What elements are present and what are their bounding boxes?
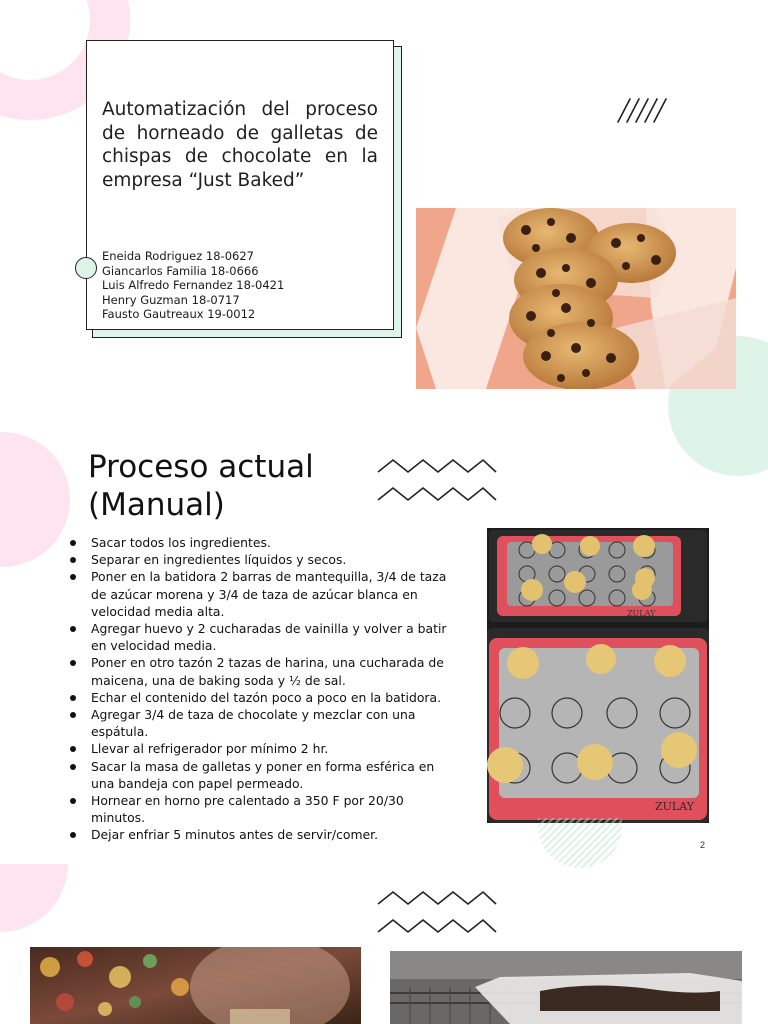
cookies-basket-photo (416, 208, 736, 389)
list-item: Poner en la batidora 2 barras de mantequilla, 3/4 de taza de azúcar morena y 3/4 de taza de azúcar blanca en velocidad media alta. (68, 568, 458, 620)
page-number: 2 (700, 840, 706, 850)
decorative-slashes-icon (616, 96, 670, 124)
tray-brand-label: ZULAY (627, 609, 656, 618)
decorative-hatched-half-circle (538, 818, 622, 868)
decorative-zigzag-icon (376, 456, 498, 504)
section-heading-line-2: (Manual) (88, 487, 225, 523)
author-list (102, 249, 382, 322)
list-item: Poner en otro tazón 2 tazas de harina, una cucharada de maicena, una de baking soda y ½ de sal. (68, 654, 458, 688)
section-heading (88, 448, 314, 524)
list-item: Separar en ingredientes líquidos y secos. (68, 551, 458, 568)
list-item: Agregar 3/4 de taza de chocolate y mezclar con una espátula. (68, 706, 458, 740)
list-item: Hornear en horno pre calentado a 350 F por 20/30 minutos. (68, 792, 458, 826)
oven-baking-photo (390, 951, 742, 1024)
list-item: Sacar la masa de galletas y poner en forma esférica en una bandeja con papel permeado. (68, 758, 458, 792)
author-item: Luis Alfredo Fernandez 18-0421 (102, 278, 285, 292)
cookie-dough-trays-photo (487, 528, 709, 823)
decorative-pink-half-circle (0, 864, 68, 932)
section-heading-line-1: Proceso actual (88, 449, 314, 485)
decorative-mint-dot (75, 257, 97, 279)
author-item: Fausto Gautreaux 19-0012 (102, 307, 256, 321)
decorative-zigzag-icon (376, 888, 498, 936)
process-steps-list (68, 534, 458, 844)
tray-brand-label: ZULAY (655, 800, 694, 813)
kitchen-bokeh-photo (30, 947, 361, 1024)
author-item: Giancarlos Familia 18-0666 (102, 263, 259, 278)
author-item: Henry Guzman 18-0717 (102, 292, 240, 307)
presentation-title: Automatización del proceso de horneado de galletas de chispas de chocolate en la empresa “Just Baked” (102, 99, 378, 191)
decorative-pink-circle (0, 432, 70, 567)
list-item: Agregar huevo y 2 cucharadas de vainilla y volver a batir en velocidad media. (68, 620, 458, 654)
list-item: Dejar enfriar 5 minutos antes de servir/comer. (68, 826, 458, 843)
author-item: Eneida Rodriguez 18-0627 (102, 249, 254, 263)
list-item: Sacar todos los ingredientes. (68, 534, 458, 551)
list-item: Llevar al refrigerador por mínimo 2 hr. (68, 740, 458, 757)
list-item: Echar el contenido del tazón poco a poco en la batidora. (68, 689, 458, 706)
